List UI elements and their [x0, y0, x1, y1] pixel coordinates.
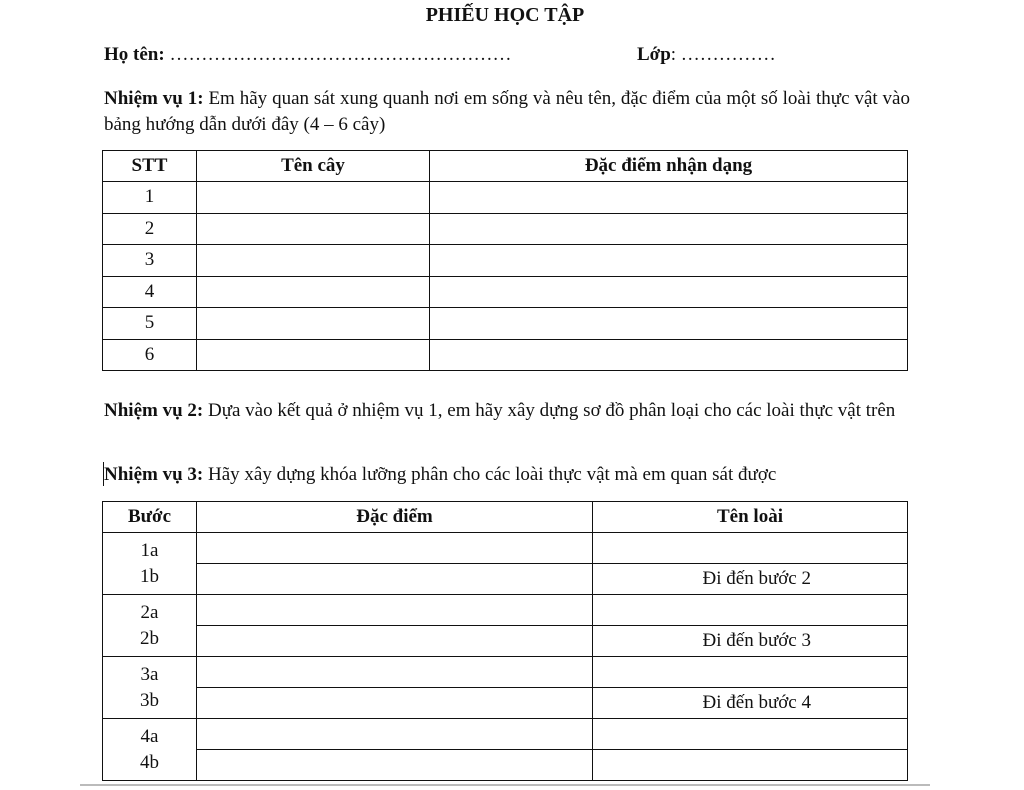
feature-cell[interactable] — [430, 213, 908, 245]
feature-cell[interactable] — [197, 626, 593, 657]
table-row — [103, 719, 908, 750]
task1-label: Nhiệm vụ 1: — [104, 88, 204, 109]
header-stt: STT — [103, 151, 197, 182]
species-cell[interactable] — [593, 750, 908, 781]
step-a: 3a — [140, 663, 159, 685]
worksheet-title: PHIẾU HỌC TẬP — [425, 4, 585, 26]
step-cell — [103, 719, 197, 781]
row-number: 2 — [103, 213, 197, 245]
species-cell[interactable] — [593, 719, 908, 750]
table-row — [103, 626, 908, 657]
plant-name-cell[interactable] — [197, 339, 430, 371]
feature-cell[interactable] — [430, 339, 908, 371]
task2-paragraph — [104, 398, 910, 424]
row-number: 6 — [103, 339, 197, 371]
feature-cell[interactable] — [430, 182, 908, 214]
species-cell[interactable] — [593, 595, 908, 626]
plant-name-cell[interactable] — [197, 213, 430, 245]
task3-text: Hãy xây dựng khóa lưỡng phân cho các loài thực vật mà em quan sát được — [203, 464, 777, 485]
header-plant-name: Tên cây — [197, 151, 430, 182]
step-b: 2b — [140, 627, 159, 649]
step-cell — [103, 533, 197, 595]
step-cell — [103, 595, 197, 657]
task3-paragraph — [104, 462, 910, 488]
task3-label: Nhiệm vụ 3: — [104, 464, 204, 485]
table-row — [103, 276, 908, 308]
feature-cell[interactable] — [430, 276, 908, 308]
dichotomous-key-table — [102, 501, 908, 781]
step-a: 1a — [140, 539, 159, 561]
table-row — [103, 595, 908, 626]
name-dots: ……………………………………………… — [169, 44, 512, 65]
plant-name-cell[interactable] — [197, 245, 430, 277]
feature-cell[interactable] — [197, 564, 593, 595]
row-number: 4 — [103, 276, 197, 308]
feature-cell[interactable] — [197, 719, 593, 750]
feature-cell[interactable] — [197, 595, 593, 626]
name-label: Họ tên: — [104, 44, 165, 65]
task2-text: Dựa vào kết quả ở nhiệm vụ 1, em hãy xây dựng sơ đồ phân loại cho các loài thực vật trên — [203, 400, 896, 421]
row-number: 3 — [103, 245, 197, 277]
class-dots: : …………… — [670, 44, 776, 65]
table-row — [103, 213, 908, 245]
feature-cell[interactable] — [197, 657, 593, 688]
table-row — [103, 182, 908, 214]
table-row — [103, 750, 908, 781]
table-row — [103, 245, 908, 277]
table-row — [103, 533, 908, 564]
feature-cell[interactable] — [430, 308, 908, 340]
table-row — [103, 564, 908, 595]
species-cell[interactable] — [593, 533, 908, 564]
table-header-row — [103, 151, 908, 182]
task1-paragraph — [104, 86, 910, 138]
class-line — [637, 44, 776, 66]
header-species-name: Tên loài — [593, 502, 908, 533]
header-feature: Đặc điểm — [197, 502, 593, 533]
class-label: Lớp — [637, 44, 671, 65]
task1-text: Em hãy quan sát xung quanh nơi em sống và nêu tên, đặc điểm của một số loài thực vật vào bảng hướng dẫn dưới đây (4 – 6 cây) — [104, 88, 910, 135]
plant-name-cell[interactable] — [197, 182, 430, 214]
plant-table — [102, 150, 908, 371]
table-row — [103, 308, 908, 340]
feature-cell[interactable] — [430, 245, 908, 277]
step-a: 2a — [140, 601, 159, 623]
table-row — [103, 339, 908, 371]
species-cell[interactable]: Đi đến bước 4 — [593, 688, 908, 719]
step-b: 1b — [140, 565, 159, 587]
table-header-row — [103, 502, 908, 533]
species-cell[interactable] — [593, 657, 908, 688]
step-b: 4b — [140, 751, 159, 773]
step-a: 4a — [140, 725, 159, 747]
step-cell — [103, 657, 197, 719]
header-step: Bước — [103, 502, 197, 533]
species-cell[interactable]: Đi đến bước 2 — [593, 564, 908, 595]
page-edge-divider — [80, 784, 930, 786]
plant-name-cell[interactable] — [197, 308, 430, 340]
table-row — [103, 688, 908, 719]
feature-cell[interactable] — [197, 750, 593, 781]
plant-name-cell[interactable] — [197, 276, 430, 308]
row-number: 5 — [103, 308, 197, 340]
task2-label: Nhiệm vụ 2: — [104, 400, 204, 421]
table-row — [103, 657, 908, 688]
species-cell[interactable]: Đi đến bước 3 — [593, 626, 908, 657]
name-line — [104, 44, 511, 66]
feature-cell[interactable] — [197, 533, 593, 564]
row-number: 1 — [103, 182, 197, 214]
header-features: Đặc điểm nhận dạng — [430, 151, 908, 182]
step-b: 3b — [140, 689, 159, 711]
feature-cell[interactable] — [197, 688, 593, 719]
